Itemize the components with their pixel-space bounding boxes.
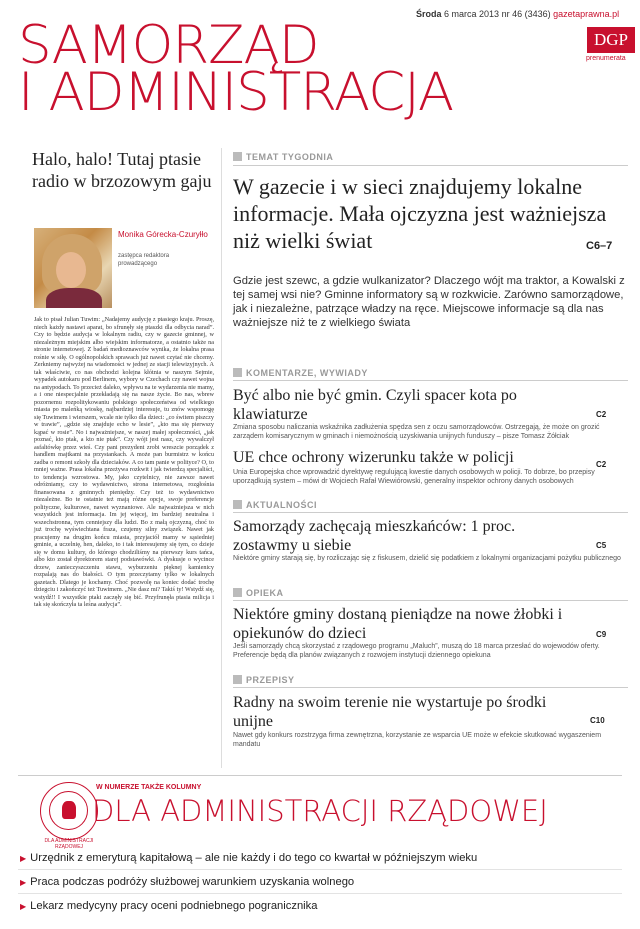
section-square-icon — [233, 675, 242, 684]
section-square-icon — [233, 588, 242, 597]
article-text: Zmiana sposobu naliczania wskaźnika zadłużenia spędza sen z oczu samorządowców. Ostrzegają, że może on grozić zarządem komisarycznym w gminach i niemożnością uzyskiwania unijnych funduszy – pisze Tomasz Żółciak — [233, 424, 600, 440]
masthead-line-1: SAMORZĄD — [18, 15, 319, 76]
section-heading-comments: KOMENTARZE, WYWIADY — [233, 368, 368, 378]
masthead-line-2: I ADMINISTRACJA — [18, 62, 454, 123]
column-divider — [221, 148, 222, 768]
page-ref: C2 — [596, 460, 607, 469]
section-rule — [233, 380, 628, 381]
section-heading-rules: PRZEPISY — [233, 675, 295, 685]
page-ref: C5 — [596, 541, 607, 550]
article-text: Nawet gdy konkurs rozstrzyga firma zewnętrzna, korzystanie ze wsparcia UE może w efekcie skutkować wygaszeniem mandatu — [233, 732, 602, 748]
section-square-icon — [233, 152, 242, 161]
arrow-icon: ▶ — [20, 878, 27, 887]
article-text: Niektóre gminy starają się, by rozliczając się z fiskusem, dzielić się podatkiem z lokalnymi organizacjami pożytku publicznego — [233, 555, 621, 562]
article-title[interactable]: UE chce ochrony wizerunku także w policji — [233, 449, 514, 466]
also-in-issue-label: W NUMERZE TAKŻE KOLUMNY — [96, 784, 202, 791]
lead-text: Gdzie jest szewc, a gdzie wulkanizator? Dlaczego wójt ma traktor, a Kowalski z tej samej wsi nie? Gminne informatory są w rozkwicie. Zarówno samorządowe, jak i niezależne, patrzące władzy na ręce. Miejscowe informacje są dla nas ważniejsze niż te z wielkiego świata — [233, 275, 625, 329]
lead-page-ref: C6–7 — [586, 240, 613, 252]
article-text: Jeśli samorządy chcą skorzystać z rządowego programu „Maluch”, muszą do 18 marca przesłać do wojewodów oferty. Preferencje będą dla planów związanych z rozwojem instytucji dziennego opiekuna — [233, 643, 600, 659]
section-heading-news: AKTUALNOŚCI — [233, 500, 317, 510]
section-square-icon — [233, 500, 242, 509]
article-title[interactable]: Samorządy zachęcają mieszkańców: 1 proc. zostawmy u siebie — [233, 518, 516, 554]
arrow-icon: ▶ — [20, 902, 27, 911]
author-role: zastępca redaktora prowadzącego — [118, 253, 170, 267]
masthead — [18, 15, 454, 123]
issue-line — [416, 9, 619, 19]
bullet-item[interactable]: ▶ Lekarz medycyny pracy oceni podniebnego pogranicznika — [20, 900, 318, 912]
article-title[interactable]: Radny na swoim terenie nie wystartuje po środki unijne — [233, 694, 547, 730]
page-ref: C9 — [596, 630, 607, 639]
article-text: Unia Europejska chce wprowadzić dyrektywę regulującą kwestie danych osobowych w policji. To dobrze, bo przepisy uporządkują system – mówi dr Wojciech Rafał Wiewiórowski, generalny inspektor ochrony danych osobowych — [233, 469, 595, 485]
seal-icon — [40, 782, 98, 840]
row-rule — [18, 893, 622, 894]
bullet-item[interactable]: ▶ Urzędnik z emeryturą kapitałową – ale nie każdy i do tego co kwartał w późniejszym wieku — [20, 852, 478, 864]
article-title[interactable]: Być albo nie być gmin. Czyli spacer kota po klawiaturze — [233, 387, 517, 423]
author-name: Monika Górecka-Czuryłło — [118, 230, 208, 239]
seal-text: DLA ADMINISTRACJI RZĄDOWEJ — [44, 838, 94, 850]
lead-title[interactable]: W gazecie i w sieci znajdujemy lokalne informacje. Mała ojczyzna jest ważniejsza niż wielki świat — [233, 174, 607, 253]
page-ref: C10 — [590, 716, 605, 725]
section-rule — [233, 687, 628, 688]
section-rule — [233, 600, 628, 601]
section-square-icon — [233, 368, 242, 377]
article-title[interactable]: Niektóre gminy dostaną pieniądze na nowe żłobki i opiekunów do dzieci — [233, 606, 563, 642]
section-rule — [233, 165, 628, 166]
section-heading-care: OPIEKA — [233, 588, 284, 598]
essay-body — [34, 316, 214, 609]
bottom-divider — [18, 775, 622, 776]
issue-date: 6 marca 2013 nr 46 (3436) — [444, 9, 551, 19]
site-link[interactable]: gazetaprawna.pl — [553, 9, 620, 19]
section-heading-lead: TEMAT TYGODNIA — [233, 152, 333, 162]
section-rule — [233, 512, 628, 513]
arrow-icon: ▶ — [20, 854, 27, 863]
dgp-logo[interactable]: DGP — [587, 27, 635, 53]
column-title: DLA ADMINISTRACJI RZĄDOWEJ — [92, 794, 548, 828]
issue-day: Środa — [416, 9, 442, 19]
dgp-logo-sub: prenumerata — [586, 55, 626, 62]
row-rule — [18, 869, 622, 870]
essay-text: Jak to pisał Julian Tuwim: „Nadajemy audycję z ptasiego kraju. Proszę, niech każdy nastawi aparat, bo sfrunęły się ptaszki dla odbycia narad”. Czy to będzie audycja w lokalnym radiu, czy w gazecie gminnej, w niezależnym miejskim albo wiejskim informatorze, a ostatnio także na stronie internetowej. Z badań medioznawców wynika, że lokalna prasa rośnie w siłę. O ogólnopolskich sprawach już nawet czytać nie chcemy. Zerkniemy najwyżej na wiadomości w jednej ze stacji telewizyjnych. A tak właściwie, co nas obchodzi kolejna kłótnia w naszym Sejmie, wypadek autokaru pod Berlinem, wybory w Czechach czy nawet wojna na antypodach. To przecież daleko, wpływu na te wydarzenia nie mamy, a i one niespecjalnie przekładają się na nasze życie. Bo nas, wbrew pozornemu rozpolitykowaniu polskiego społeczeństwa od wielkiego miasta po maleńką wioskę, najbardziej interesuje, tu znów wspomogę się Tuwimem i wierszem, wcale nie tylko dla dzieci: „co świtem piszczy w trawie”, „gdzie się znajduje echo w lesie”, „kto ma się pierwszy kąpać w rosie”. No i najważniejsze, w naszej małej społeczności, „jak poznać, kto ptak, a kto nie ptak”. Czy wójt jest nasz, czy wywalczył asfaltówkę przez wieś. Czy pani prezydent zrobi wreszcie porządek z handlem majtkami na przystankach. A może pan burmistrz w końcu zadba o remont szkoły dla dzieciaków. A co tam panie w polityce? O, to mniej ważne. Prasa lokalna przeżywa rozkwit i jak twierdzą specjaliści, to tendencja wzrostowa. My, jako czytelnicy, nie zawsze nawet odróżniamy, czy to wydawnictwo, strona internetowa, rozgłośnia finansowana z gminnych pieniędzy. Czy też to wydawnictwo niezależne. Bo te ostatnie też mają różne opcje, swoje preferencje polityczne, kulturowe, nawet wyznaniowe. Ale najważniejsza w nich wszystkich jest informacja. Im jej więcej, im bardziej neutralna i wszechstronna, tym cenniejszy dla ludzi. Bo z małą ojczyzną, choć to już trochę wyświechtana fraza, czujemy silny związek. Nawet jak pracujemy na drugim końcu miasta, przyjaciół mamy w sąsiedniej gminie, a uczelnię, hen, daleko, to i tak interesujemy się tym, co dzieje się w domu kultury, do którego chodziliśmy na pierwszy kurs tańca, albo kto został dyrektorem starej podstawówki. A dyskusje o wycince drzew, zanieczyszczeniu stawu, wyburzeniu pięknej kamienicy rozpalają nas do białości. O tym przeczytamy tylko w lokalnych gazetach. Dlatego je kochamy. Choć pozwolę na koniec dodać trochę dziegciu i zakończyć też Tuwimem. „Nie dasz mi? Takiś ty! Wstydź się, wstydź!! I wszystkie ptaki zaczęły się bić. Przyfrunęła ptasia milicja i tak się skończyła ta leśna audycja”. — [34, 316, 214, 608]
bullet-item[interactable]: ▶ Praca podczas podróży służbowej warunkiem uzyskania wolnego — [20, 876, 355, 888]
page-ref: C2 — [596, 410, 607, 419]
essay-title: Halo, halo! Tutaj ptasie radio w brzozowym gaju — [32, 149, 212, 191]
author-photo — [34, 228, 112, 308]
